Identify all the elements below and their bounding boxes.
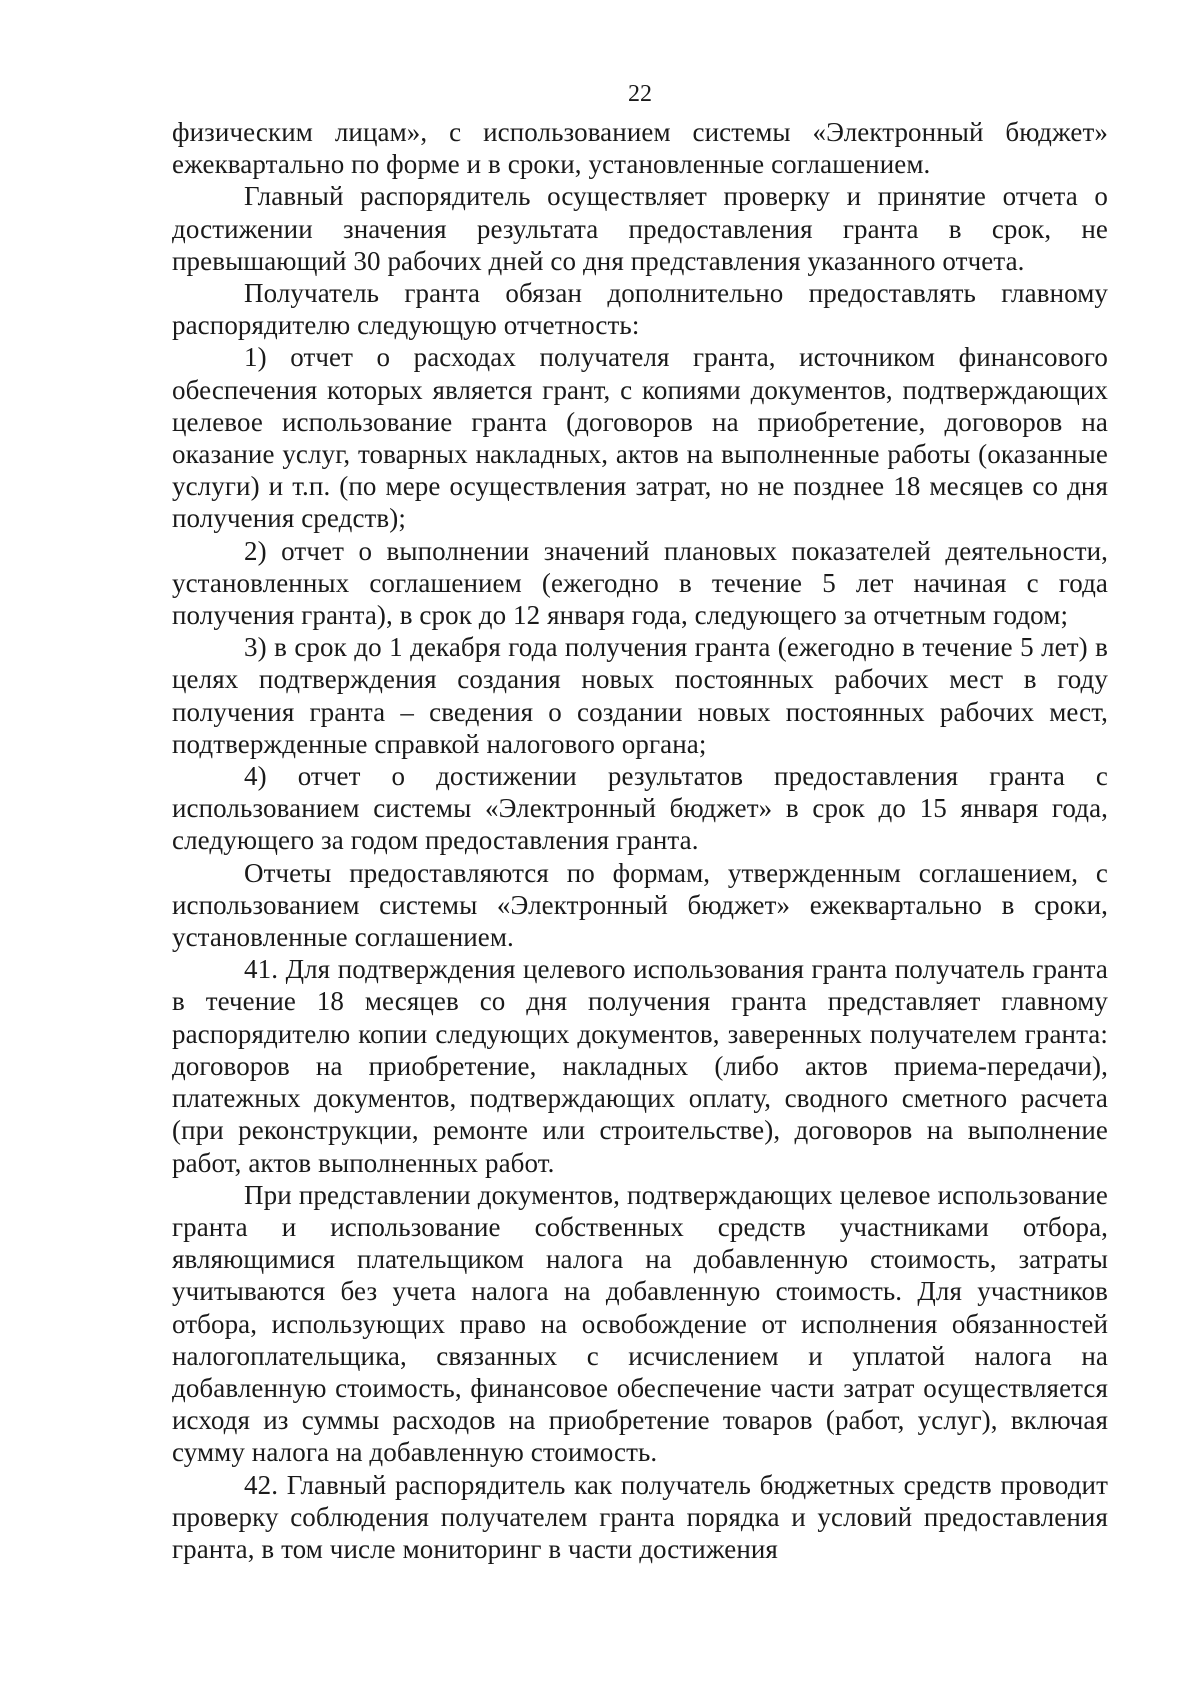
paragraph: Отчеты предоставляются по формам, утвержденным соглашением, с использованием системы «Электронный бюджет» ежеквартально в сроки, установленные соглашением.	[172, 857, 1108, 953]
clause-41: 41. Для подтверждения целевого использования гранта получатель гранта в течение 18 месяцев со дня получения гранта представляет главному распорядителю копии следующих документов, заверенных получателем гранта: договоров на приобретение, накладных (либо актов приема-передачи), платежных документов, подтверждающих оплату, сводного сметного расчета (при реконструкции, ремонте или строительстве), договоров на выполнение работ, актов выполненных работ.	[172, 954, 1108, 1178]
paragraph: физическим лицам», с использованием системы «Электронный бюджет» ежеквартально по форме и в сроки, установленные соглашением.	[172, 117, 1108, 180]
paragraph: Главный распорядитель осуществляет проверку и принятие отчета о достижении значения результата предоставления гранта в срок, не превышающий 30 рабочих дней со дня представления указанного отчета.	[172, 181, 1108, 276]
page-number: 22	[628, 81, 652, 107]
list-item: 1) отчет о расходах получателя гранта, источником финансового обеспечения которых является грант, с копиями документов, подтверждающих целевое использование гранта (договоров на приобретение, договоров на оказание услуг, товарных накладных, актов на выполненные работы (оказанные услуги) и т.п. (по мере осуществления затрат, но не позднее 18 месяцев со дня получения средств);	[172, 342, 1108, 534]
list-item: 4) отчет о достижении результатов предоставления гранта с использованием системы «Электронный бюджет» в срок до 15 января года, следующего за годом предоставления гранта.	[172, 761, 1108, 856]
paragraph: При представлении документов, подтверждающих целевое использование гранта и использование собственных средств участниками отбора, являющимися плательщиком налога на добавленную стоимость, затраты учитываются без учета налога на добавленную стоимость. Для участников отбора, использующих право на освобождение от исполнения обязанностей налогоплательщика, связанных с исчислением и уплатой налога на добавленную стоимость, финансовое обеспечение части затрат осуществляется исходя из суммы расходов на приобретение товаров (работ, услуг), включая сумму налога на добавленную стоимость.	[172, 1179, 1108, 1468]
clause-42: 42. Главный распорядитель как получатель бюджетных средств проводит проверку соблюдения получателем гранта порядка и условий предоставления гранта, в том числе мониторинг в части достижения	[172, 1469, 1108, 1564]
list-item: 3) в срок до 1 декабря года получения гранта (ежегодно в течение 5 лет) в целях подтверждения создания новых постоянных рабочих мест в году получения гранта – сведения о создании новых постоянных рабочих мест, подтвержденные справкой налогового органа;	[172, 632, 1108, 759]
list-item: 2) отчет о выполнении значений плановых показателей деятельности, установленных соглашением (ежегодно в течение 5 лет начиная с года получения гранта), в срок до 12 января года, следующего за отчетным годом;	[172, 535, 1108, 631]
document-body	[172, 116, 1108, 1565]
paragraph: Получатель гранта обязан дополнительно предоставлять главному распорядителю следующую отчетность:	[172, 278, 1108, 341]
